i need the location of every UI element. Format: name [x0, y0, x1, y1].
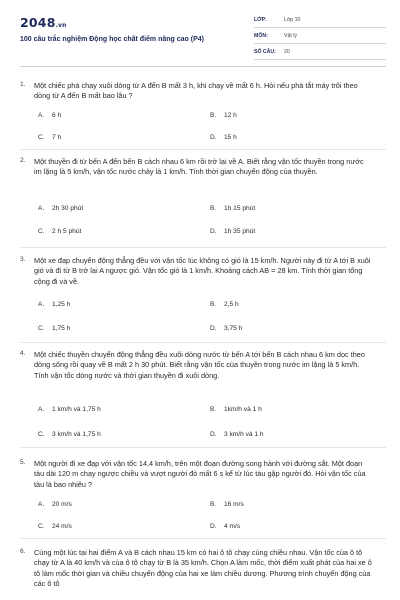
question-text: Một thuyền đi từ bến A đến bến B cách nhau 6 km rồi trở lại về A. Biết rằng vận tốc thuyền trong nước im lặng là 5 km/h, vận tốc nước chảy là 1 km/h. Tính thời gian chuyển động của thuyền.: [34, 157, 364, 177]
answer-option-c[interactable]: [38, 523, 72, 530]
option-text: 2 h 5 phút: [52, 228, 82, 235]
question-1: [20, 81, 386, 151]
meta-label: SỐ CÂU:: [254, 49, 276, 55]
option-text: 12 h: [224, 112, 237, 119]
option-letter: A.: [38, 501, 45, 508]
header-divider: [20, 66, 386, 67]
site-logo[interactable]: [20, 15, 67, 30]
question-number: 5.: [20, 459, 26, 466]
meta-subject: [254, 33, 394, 39]
option-text: 7 h: [52, 134, 62, 141]
option-letter: D.: [210, 523, 217, 530]
question-divider: [20, 247, 386, 248]
answer-option-a[interactable]: [38, 406, 101, 413]
question-number: 1.: [20, 81, 26, 88]
option-text: 1h 15 phút: [224, 205, 256, 212]
meta-value: Vật lý: [284, 33, 297, 39]
answer-option-c[interactable]: [38, 228, 81, 235]
question-text: Một chiếc phà chạy xuôi dòng từ A đến B mất 3 h, khi chạy về mất 6 h. Hỏi nếu phà tắt máy trôi theo dòng từ A đến B mất bao lâu ?: [34, 81, 358, 101]
answer-option-b[interactable]: [210, 406, 262, 413]
meta-class: [254, 17, 394, 23]
answer-option-b[interactable]: [210, 501, 244, 508]
option-letter: D.: [210, 134, 217, 141]
option-text: 15 h: [224, 134, 237, 141]
meta-divider: [254, 27, 386, 28]
option-letter: B.: [210, 501, 217, 508]
answer-option-d[interactable]: [210, 523, 240, 530]
meta-label: MÔN:: [254, 33, 268, 39]
question-divider: [20, 149, 386, 150]
option-letter: C.: [38, 228, 45, 235]
meta-divider: [254, 59, 386, 60]
option-letter: A.: [38, 205, 45, 212]
question-divider: [20, 447, 386, 448]
option-text: 3,75 h: [224, 325, 243, 332]
question-3: [20, 256, 386, 342]
answer-option-a[interactable]: [38, 301, 70, 308]
option-letter: C.: [38, 134, 45, 141]
question-4: [20, 350, 386, 448]
option-letter: D.: [210, 325, 217, 332]
option-text: 20 m/s: [52, 501, 72, 508]
question-2: [20, 157, 386, 245]
meta-value: Lớp 10: [284, 17, 301, 23]
option-text: 1 km/h và 1,75 h: [52, 406, 101, 413]
meta-value: 20: [284, 49, 290, 55]
meta-divider: [254, 43, 386, 44]
option-letter: C.: [38, 523, 45, 530]
question-number: 3.: [20, 256, 26, 263]
option-letter: A.: [38, 112, 45, 119]
question-text: Một người đi xe đạp với vận tốc 14,4 km/h, trên một đoạn đường song hành với đường sắt. Một đoạn tàu dài 120 m chạy ngược chiều và vượt người đó mất 6 s kể từ lúc tàu gặp người đó. Hỏi vận tốc của tàu là bao nhiêu ?: [34, 459, 366, 489]
answer-option-b[interactable]: [210, 301, 239, 308]
option-text: 3 km/h và 1,75 h: [52, 431, 101, 438]
question-5: [20, 459, 386, 537]
answer-option-b[interactable]: [210, 112, 237, 119]
option-text: 1,75 h: [52, 325, 71, 332]
option-letter: A.: [38, 406, 45, 413]
question-number: 6.: [20, 548, 26, 555]
question-divider: [20, 538, 386, 539]
question-number: 4.: [20, 350, 26, 357]
option-text: 2,5 h: [224, 301, 239, 308]
option-letter: B.: [210, 112, 217, 119]
meta-question-count: [254, 49, 394, 55]
option-text: 16 m/s: [224, 501, 244, 508]
option-text: 1km/h và 1 h: [224, 406, 262, 413]
logo-suffix: .vn: [55, 22, 67, 29]
option-letter: C.: [38, 431, 45, 438]
option-text: 1,25 h: [52, 301, 71, 308]
answer-option-b[interactable]: [210, 205, 255, 212]
answer-option-a[interactable]: [38, 501, 72, 508]
option-letter: B.: [210, 406, 217, 413]
page-title: 100 câu trắc nghiệm Động học chất điểm nâng cao (P4): [20, 36, 204, 43]
answer-option-a[interactable]: [38, 112, 61, 119]
option-letter: C.: [38, 325, 45, 332]
answer-option-d[interactable]: [210, 431, 264, 438]
answer-option-d[interactable]: [210, 325, 242, 332]
document-header: [0, 0, 400, 66]
answer-option-d[interactable]: [210, 228, 255, 235]
question-number: 2.: [20, 157, 26, 164]
answer-option-d[interactable]: [210, 134, 237, 141]
option-text: 4 m/s: [224, 523, 241, 530]
answer-option-a[interactable]: [38, 205, 83, 212]
option-text: 1h 35 phút: [224, 228, 256, 235]
answer-option-c[interactable]: [38, 431, 101, 438]
option-text: 2h 30 phút: [52, 205, 84, 212]
answer-option-c[interactable]: [38, 325, 70, 332]
question-text: Cùng một lúc tại hai điểm A và B cách nhau 15 km có hai ô tô chạy cùng chiều nhau. Vận tốc của ô tô chạy từ A là 40 km/h và của ô tô chạy từ B là 35 km/h. Chọn A làm mốc, thời điểm xuất phát của hai xe ô tô làm mốc thời gian và chiều chuyển động của hai xe làm chiều dương. Phương trình chuyển động của các ô tô: [34, 548, 372, 588]
option-text: 24 m/s: [52, 523, 72, 530]
answer-option-c[interactable]: [38, 134, 61, 141]
option-letter: B.: [210, 301, 217, 308]
option-text: 6 h: [52, 112, 62, 119]
option-letter: B.: [210, 205, 217, 212]
meta-label: LỚP:: [254, 17, 267, 23]
option-text: 3 km/h và 1 h: [224, 431, 264, 438]
question-divider: [20, 342, 386, 343]
option-letter: D.: [210, 228, 217, 235]
question-text: Một xe đạp chuyển động thẳng đều với vận tốc lúc không có gió là 15 km/h. Người này đi từ A tới B xuôi gió và đi từ B trở lại A ngược gió. Vận tốc gió là 1 km/h. Khoảng cách AB = 28 km. Tính thời gian tổng cộng đi và về.: [34, 256, 371, 286]
logo-text: 2048: [20, 15, 56, 30]
question-6: [20, 548, 386, 600]
option-letter: D.: [210, 431, 217, 438]
option-letter: A.: [38, 301, 45, 308]
question-text: Một chiếc thuyền chuyển động thẳng đều xuôi dòng nước từ bến A tới bến B cách nhau 6 km dọc theo dòng sông rồi quay về B mất 2 h 30 phút. Biết rằng vận tốc của thuyền trong nước im lặng là 5 km/h. Tính vận tốc dòng nước và thời gian thuyền đi xuôi dòng.: [34, 350, 365, 380]
